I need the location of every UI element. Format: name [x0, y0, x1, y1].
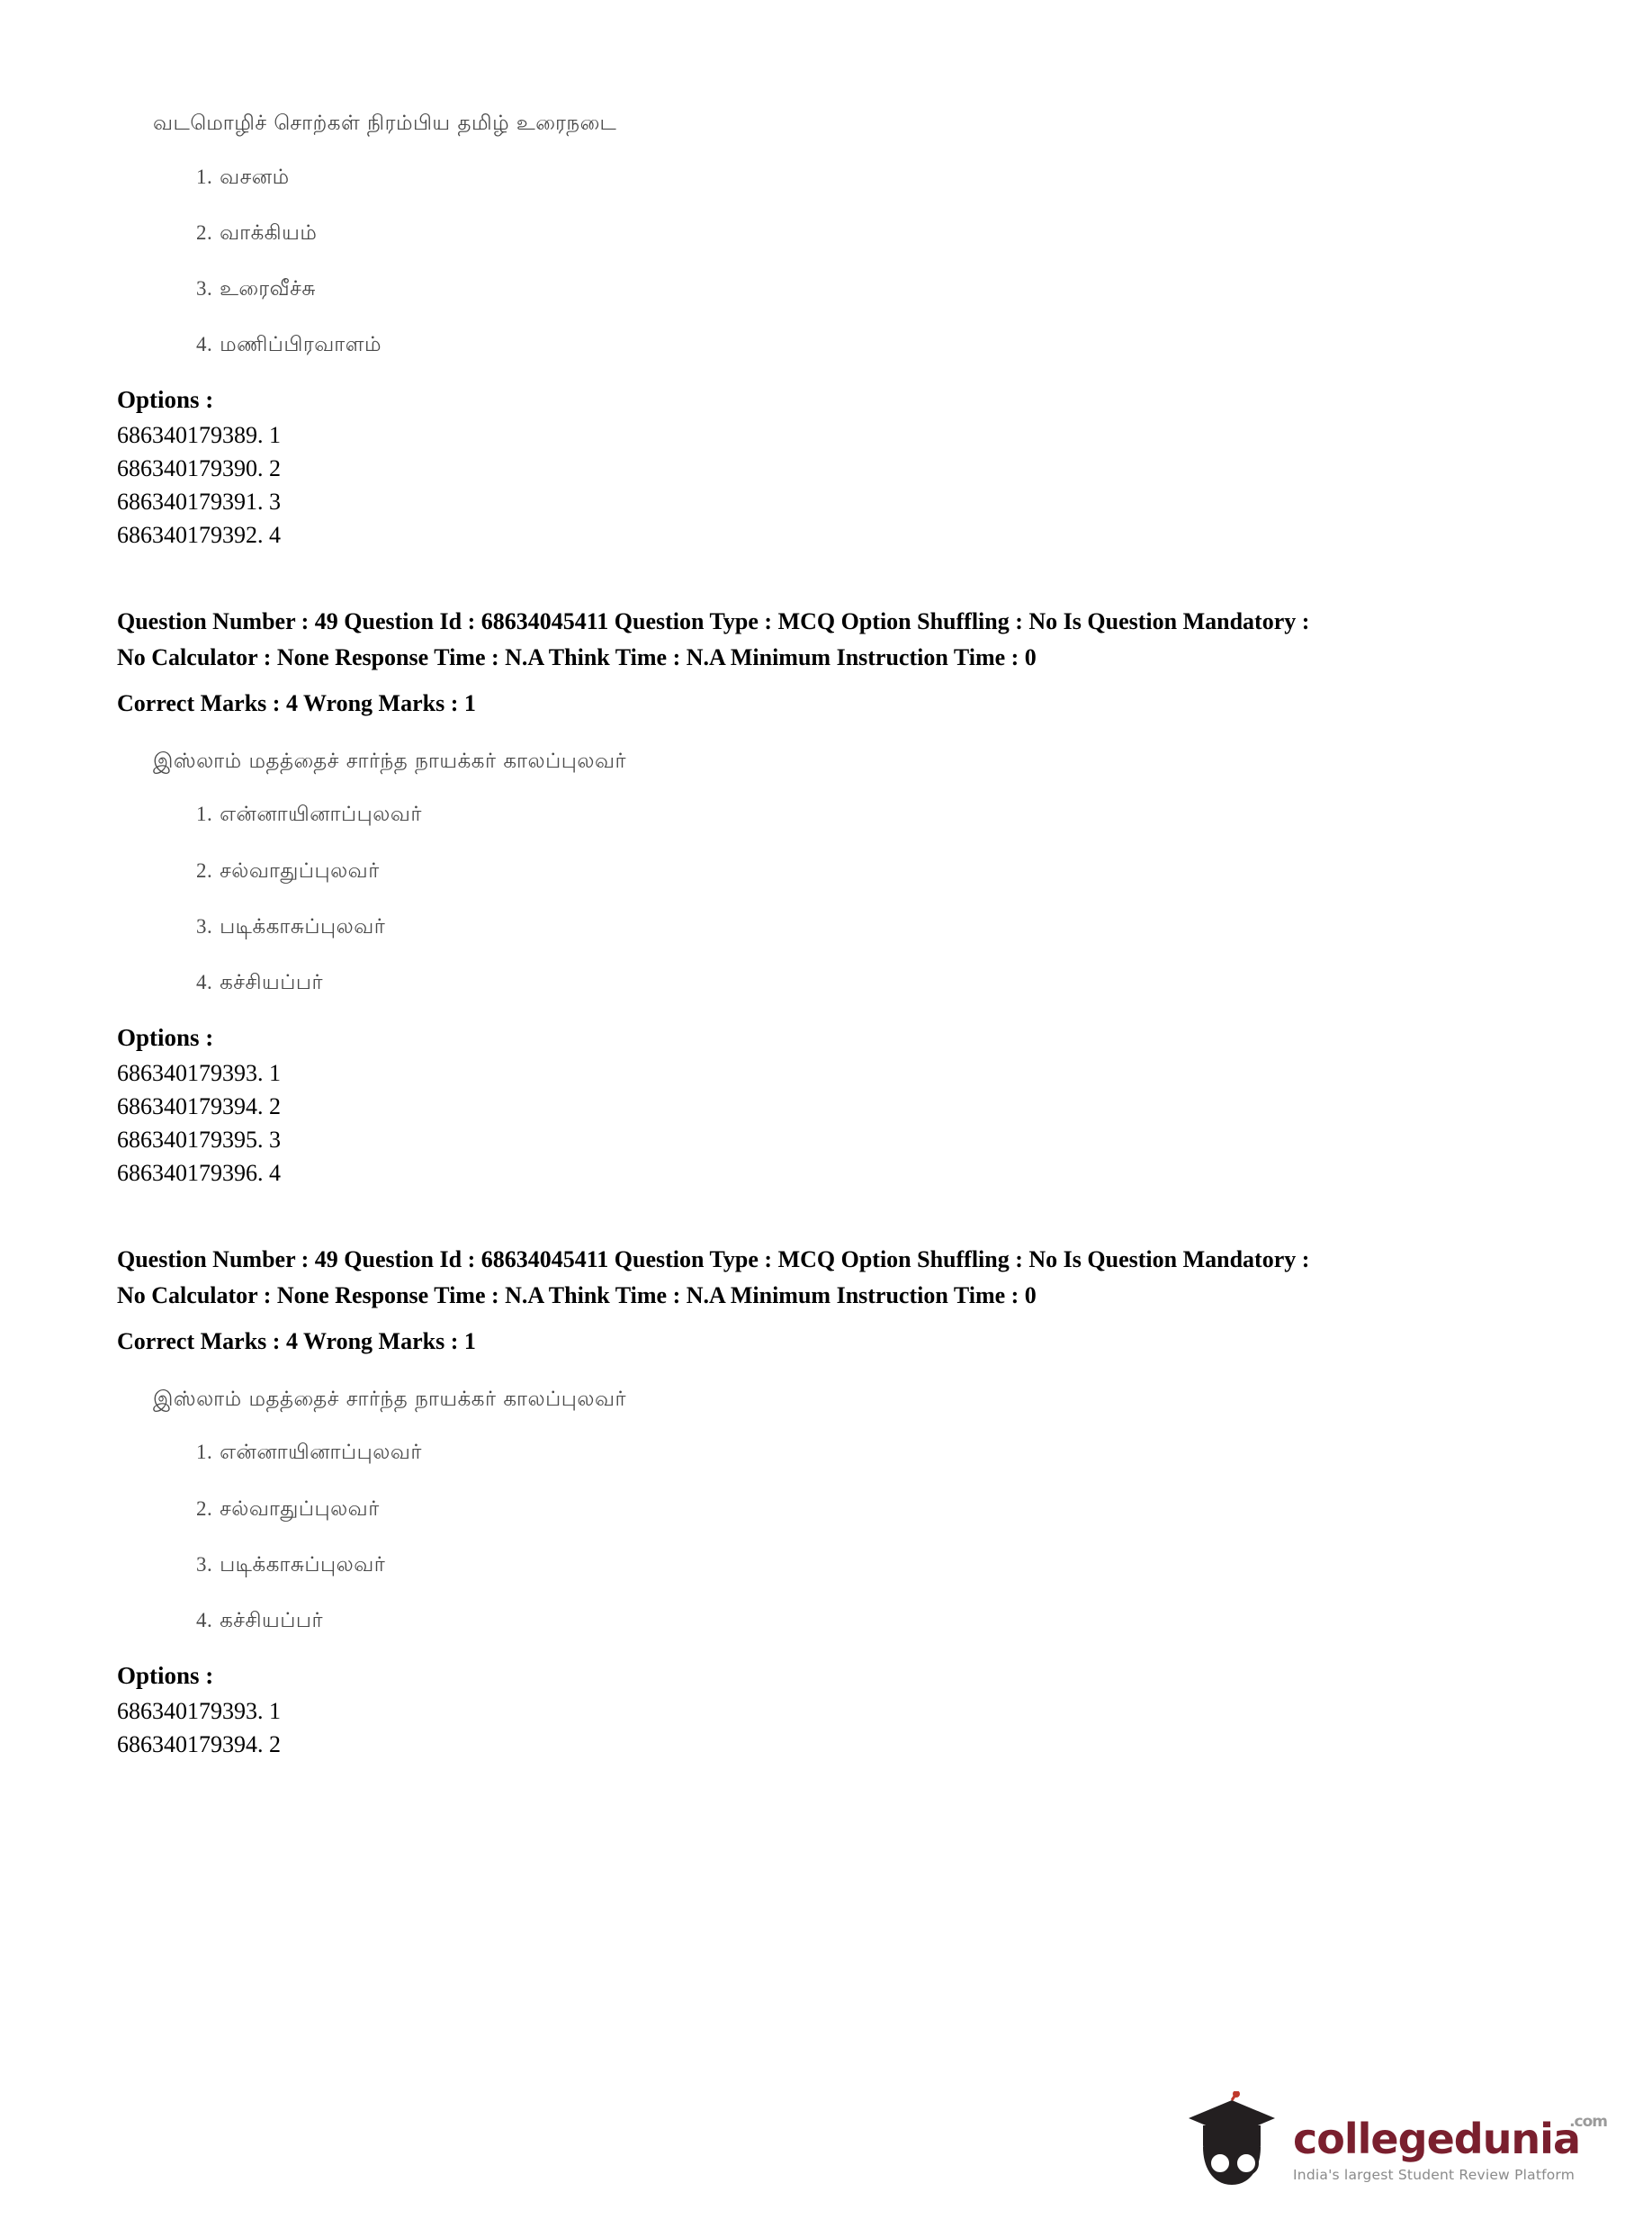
option-id-line: 686340179393. 1: [117, 1698, 281, 1725]
logo-dotcom: .com: [1569, 2113, 1607, 2131]
choice-number: 3.: [196, 276, 213, 300]
option-id-line: 686340179394. 2: [117, 1731, 281, 1758]
choice-text: வசனம்: [220, 165, 290, 189]
choice-text: சல்வாதுப்புலவர்: [220, 858, 380, 883]
question-marks: Correct Marks : 4 Wrong Marks : 1: [117, 1328, 476, 1355]
spacer: [117, 1359, 1535, 1384]
logo-wordmark: [1293, 2113, 1607, 2163]
collegedunia-logo: [1181, 2091, 1607, 2188]
question-meta-line-2: No Calculator : None Response Time : N.A Think Time : N.A Minimum Instruction Time : 0: [117, 1281, 1037, 1308]
choice-text: மணிப்பிரவாளம்: [220, 333, 382, 357]
choice-text: என்னாயினாப்புலவர்: [220, 803, 422, 827]
choice-number: 1.: [196, 803, 213, 826]
question-stem: வடமொழிச் சொற்கள் நிரம்பிய தமிழ் உரைநடை: [153, 112, 617, 135]
question-stem: இஸ்லாம் மதத்தைச் சார்ந்த நாயக்கர் காலப்புலவர்: [153, 749, 627, 773]
question-choice: [196, 912, 1535, 941]
choice-text: வாக்கியம்: [220, 220, 318, 245]
option-id-line: 686340179392. 4: [117, 521, 281, 548]
option-id-line: 686340179390. 2: [117, 455, 281, 482]
option-id-line: 686340179391. 3: [117, 489, 281, 516]
question-choice: [196, 274, 1535, 303]
option-id-line: 686340179395. 3: [117, 1127, 281, 1153]
option-id-line: 686340179389. 1: [117, 422, 281, 449]
options-label: Options :: [117, 1662, 214, 1690]
choice-number: 4.: [196, 333, 213, 356]
question-choice: [196, 1550, 1535, 1579]
logo-tagline: India's largest Student Review Platform: [1293, 2167, 1576, 2183]
question-meta-line-1: Question Number : 49 Question Id : 68634045411 Question Type : MCQ Option Shuffling : No Is Question Mandatory :: [117, 607, 1310, 634]
question-body: [153, 746, 1535, 997]
question-choice: [196, 800, 1535, 829]
choice-text: கச்சியப்பர்: [220, 1608, 323, 1632]
choice-text: சல்வாதுப்புலவர்: [220, 1496, 380, 1521]
question-choice: [196, 163, 1535, 192]
question-body: [153, 108, 1535, 359]
option-id-line: 686340179396. 4: [117, 1159, 281, 1186]
question-meta-line-1: Question Number : 49 Question Id : 68634045411 Question Type : MCQ Option Shuffling : No Is Question Mandatory :: [117, 1245, 1310, 1272]
choice-number: 4.: [196, 971, 213, 993]
question-stem: இஸ்லாம் மதத்தைச் சார்ந்த நாயக்கர் காலப்புலவர்: [153, 1387, 627, 1411]
choice-text: படிக்காசுப்புலவர்: [220, 1552, 386, 1577]
choice-text: கச்சியப்பர்: [220, 971, 323, 994]
question-marks: Correct Marks : 4 Wrong Marks : 1: [117, 690, 476, 717]
logo-text: [1293, 2113, 1607, 2188]
choice-text: படிக்காசுப்புலவர்: [220, 914, 386, 939]
question-meta: [117, 1243, 1535, 1359]
choice-number: 2.: [196, 220, 213, 244]
graduate-mascot-icon: [1181, 2091, 1282, 2188]
choice-number: 1.: [196, 1441, 213, 1464]
question-choice: [196, 330, 1535, 359]
option-id-line: 686340179393. 1: [117, 1060, 281, 1087]
question-choice: [196, 857, 1535, 885]
choice-number: 2.: [196, 1496, 213, 1520]
question-block-1: [117, 108, 1535, 553]
question-choice: [196, 968, 1535, 997]
question-choice: [196, 1438, 1535, 1467]
options-label: Options :: [117, 1024, 214, 1052]
option-id-line: 686340179394. 2: [117, 1093, 281, 1120]
choice-text: உரைவீச்சு: [220, 276, 316, 301]
choice-number: 1.: [196, 165, 213, 188]
question-body: [153, 1384, 1535, 1635]
choice-number: 3.: [196, 1552, 213, 1576]
choice-number: 3.: [196, 914, 213, 938]
choice-text: என்னாயினாப்புலவர்: [220, 1441, 422, 1465]
question-choice: [196, 1606, 1535, 1635]
choice-number: 2.: [196, 858, 213, 882]
question-block-2: [117, 605, 1535, 1190]
question-choice: [196, 219, 1535, 247]
choice-number: 4.: [196, 1608, 213, 1631]
spacer: [117, 721, 1535, 746]
question-choice: [196, 1495, 1535, 1523]
question-meta-line-2: No Calculator : None Response Time : N.A Think Time : N.A Minimum Instruction Time : 0: [117, 643, 1037, 670]
options-label: Options :: [117, 386, 214, 414]
question-meta: [117, 605, 1535, 721]
question-block-3: [117, 1243, 1535, 1762]
logo-word-text: collegedunia: [1293, 2115, 1580, 2163]
